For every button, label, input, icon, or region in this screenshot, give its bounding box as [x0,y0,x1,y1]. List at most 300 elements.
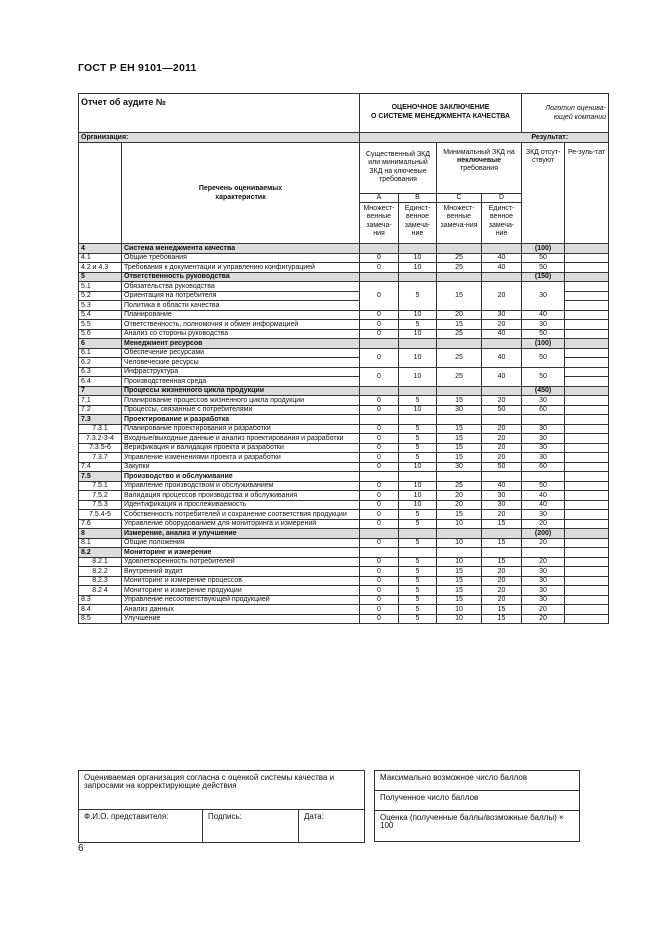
row-name: Мониторинг и измерение продукции [122,586,360,596]
result-cell [565,491,609,501]
empty-cell [360,339,399,349]
result-cell [565,377,609,387]
audit-table [78,93,609,624]
score-d: 15 [482,519,522,529]
row-name: Управление изменениями проекта и разработки [122,453,360,463]
score-c: 25 [437,481,482,491]
score-d: 20 [482,320,522,330]
row-number: 5.2 [79,291,122,301]
score-c: 25 [437,263,482,273]
row-name: Мониторинг и измерение [122,548,360,558]
score-c: 10 [437,519,482,529]
score-b: 5 [399,538,437,548]
score-c: 10 [437,605,482,615]
result-cell [565,519,609,529]
list-heading [122,142,360,244]
row-name: Идентификация и прослеживаемость [122,500,360,510]
table-row [79,576,609,586]
score-d: 15 [482,605,522,615]
result-cell [565,614,609,624]
score-c: 20 [437,500,482,510]
row-number: 8.2.2 [79,567,122,577]
section-row [79,386,609,396]
row-number: 4.1 [79,253,122,263]
score-c: 10 [437,557,482,567]
score-d: 20 [482,396,522,406]
score-d: 30 [482,500,522,510]
score-c: 15 [437,453,482,463]
result-cell [565,500,609,510]
table-row [79,614,609,624]
score-e: 30 [522,586,565,596]
score-d: 50 [482,405,522,415]
result-cell [565,253,609,263]
col-cd-post: требования [460,165,498,173]
empty-cell [437,415,482,425]
table-row [79,538,609,548]
row-name: Планирование [122,310,360,320]
score-b: 5 [399,605,437,615]
result-cell [565,443,609,453]
score-e: 30 [522,443,565,453]
row-number: 8.2 [79,548,122,558]
col-f-header: Ре-зуль-тат [565,142,609,244]
col-a-letter: A [360,193,399,203]
form-title [360,94,522,133]
empty-cell [482,548,522,558]
row-number: 8.5 [79,614,122,624]
score-b: 5 [399,557,437,567]
score-b: 10 [399,405,437,415]
empty-cell [482,244,522,254]
score-a: 0 [360,424,399,434]
row-number: 7.5.4-5 [79,510,122,520]
row-number: 8.4 [79,605,122,615]
score-b: 10 [399,462,437,472]
result-cell [565,244,609,254]
table-row [79,567,609,577]
row-name: Входные/выходные данные и анализ проектирования и разработки [122,434,360,444]
score-c: 10 [437,538,482,548]
section-max-score: (100) [522,244,565,254]
score-c: 15 [437,576,482,586]
subsection-row [79,548,609,558]
table-row [79,348,609,358]
score-e: 40 [522,310,565,320]
score-c: 15 [437,320,482,330]
empty-cell [482,415,522,425]
result-cell [565,263,609,273]
row-number: 7.1 [79,396,122,406]
score-c: 25 [437,329,482,339]
empty-cell [399,472,437,482]
empty-cell [360,272,399,282]
result-cell [565,396,609,406]
table-row [79,396,609,406]
table-row [79,481,609,491]
result-cell [565,595,609,605]
section-max-score: (150) [522,272,565,282]
score-d: 20 [482,453,522,463]
table-row [79,263,609,273]
score-e: 40 [522,491,565,501]
result-cell [565,282,609,292]
row-name: Инфраструктура [122,367,360,377]
score-b: 5 [399,510,437,520]
score-c: 10 [437,614,482,624]
empty-cell [437,472,482,482]
report-number-label: Отчет об аудите № [81,97,166,107]
score-b: 5 [399,519,437,529]
row-name: Управление оборудованием для мониторинга и измерений [122,519,360,529]
score-e: 50 [522,263,565,273]
result-cell [565,329,609,339]
score-e: 20 [522,519,565,529]
score-d: 20 [482,595,522,605]
row-number: 8 [79,529,122,539]
list-heading-line1: Перечень оцениваемых [198,184,283,192]
score-c: 15 [437,424,482,434]
result-cell [565,576,609,586]
score-e: 60 [522,405,565,415]
score-c: 15 [437,434,482,444]
subsection-row [79,415,609,425]
score-e: 30 [522,567,565,577]
score-d: 15 [482,614,522,624]
score-a: 0 [360,491,399,501]
row-name: Улучшение [122,614,360,624]
section-max-score: (100) [522,339,565,349]
row-number: 7.2 [79,405,122,415]
result-cell [565,586,609,596]
score-b: 10 [399,367,437,386]
empty-cell [399,386,437,396]
empty-cell [482,386,522,396]
score-e: 30 [522,576,565,586]
score-c: 25 [437,253,482,263]
row-number: 7.3.7 [79,453,122,463]
score-a: 0 [360,586,399,596]
row-number: 8.3 [79,595,122,605]
row-number: 5 [79,272,122,282]
score-e: 50 [522,348,565,367]
col-cd-pre: Минимальный ЗКД на [443,148,515,156]
row-number: 6.2 [79,358,122,368]
score-c: 15 [437,586,482,596]
score-b: 5 [399,443,437,453]
score-b: 10 [399,500,437,510]
score-d: 20 [482,443,522,453]
row-number: 7.5.2 [79,491,122,501]
score-c: 25 [437,348,482,367]
score-a: 0 [360,500,399,510]
score-a: 0 [360,519,399,529]
organization-label: Организация: [79,133,360,143]
score-c: 25 [437,367,482,386]
table-row [79,595,609,605]
agreement-text: Оцениваемая организация согласна с оценкой системы качества и запросами на корректирующие действия [79,771,365,810]
result-cell [565,291,609,301]
table-row [79,329,609,339]
form-title-line2: О СИСТЕМЕ МЕНЕДЖМЕНТА КАЧЕСТВА [371,113,511,120]
empty-cell [565,472,609,482]
row-number: 8.2.1 [79,557,122,567]
score-d: 20 [482,424,522,434]
score-d: 20 [482,434,522,444]
empty-cell [482,529,522,539]
empty-cell [437,272,482,282]
result-cell [565,310,609,320]
row-number: 8.1 [79,538,122,548]
row-number: 7.5.1 [79,481,122,491]
row-name: Собственность потребителей и сохранение соответствия продукции [122,510,360,520]
empty-cell [399,415,437,425]
row-name: Управление производством и обслуживанием [122,481,360,491]
section-max-score: (200) [522,529,565,539]
row-number: 7.3.5-6 [79,443,122,453]
score-d: 20 [482,567,522,577]
row-number: 7.3 [79,415,122,425]
empty-cell [360,244,399,254]
table-row [79,519,609,529]
row-name: Менеджмент ресурсов [122,339,360,349]
row-number: 5.4 [79,310,122,320]
result-cell [565,320,609,330]
score-b: 5 [399,282,437,311]
col-d-letter: D [482,193,522,203]
row-name: Проектирование и разработка [122,415,360,425]
section-row [79,272,609,282]
score-a: 0 [360,576,399,586]
score-d: 40 [482,481,522,491]
result-cell [565,453,609,463]
section-row [79,339,609,349]
result-cell [565,367,609,377]
score-a: 0 [360,348,399,367]
score-b: 10 [399,481,437,491]
report-number-cell [79,94,360,133]
empty-cell [482,272,522,282]
row-number: 8.2.3 [79,576,122,586]
empty-cell [399,272,437,282]
result-cell [565,529,609,539]
score-e: 20 [522,605,565,615]
score-a: 0 [360,510,399,520]
table-row [79,510,609,520]
empty-cell [437,548,482,558]
row-number: 7.3.1 [79,424,122,434]
score-b: 10 [399,310,437,320]
empty-cell [360,472,399,482]
score-e: 30 [522,453,565,463]
section-row [79,244,609,254]
col-cd-bold: неключевые [457,156,502,164]
empty-cell [360,548,399,558]
row-name: Валидация процессов производства и обслуживания [122,491,360,501]
empty-cell [482,472,522,482]
score-d: 30 [482,310,522,320]
result-cell [565,386,609,396]
empty-cell [482,339,522,349]
score-a: 0 [360,595,399,605]
row-number: 7 [79,386,122,396]
score-a: 0 [360,434,399,444]
score-a: 0 [360,405,399,415]
col-c-sub: Множест-венные замеча-ния [437,203,482,244]
row-name: Обязательства руководства [122,282,360,292]
score-b: 5 [399,424,437,434]
agreement-box [78,770,365,843]
score-e: 20 [522,557,565,567]
table-row [79,367,609,377]
col-ab-header: Существенный ЗКД или минимальный ЗКД на ключевые требования [360,142,437,193]
obtained-score-label: Полученное число баллов [375,791,580,811]
result-cell [565,405,609,415]
score-a: 0 [360,396,399,406]
empty-cell [522,415,565,425]
score-a: 0 [360,329,399,339]
row-number: 5.6 [79,329,122,339]
score-c: 15 [437,510,482,520]
score-d: 40 [482,367,522,386]
row-name: Закупки [122,462,360,472]
empty-cell [437,244,482,254]
score-a: 0 [360,614,399,624]
empty-cell [437,529,482,539]
score-a: 0 [360,567,399,577]
row-name: Управление несоответствующей продукцией [122,595,360,605]
row-number: 7.3.2-3-4 [79,434,122,444]
score-c: 15 [437,282,482,311]
logo-line1: Логотип оценива- [545,104,607,112]
score-e: 30 [522,434,565,444]
table-row [79,282,609,292]
table-row [79,557,609,567]
list-heading-line2: характеристик [215,193,266,201]
max-score-label: Максимально возможное число баллов [375,771,580,791]
result-cell [565,605,609,615]
logo-line2: ющей компании [553,114,607,121]
result-cell [565,462,609,472]
result-cell [565,348,609,358]
empty-cell [399,529,437,539]
score-a: 0 [360,310,399,320]
score-c: 30 [437,405,482,415]
empty-cell [522,472,565,482]
score-c: 30 [437,462,482,472]
score-e: 20 [522,614,565,624]
score-d: 20 [482,510,522,520]
row-number: 7.4 [79,462,122,472]
col-d-sub: Единст-венное замеча-ние [482,203,522,244]
result-cell [565,339,609,349]
score-b: 10 [399,491,437,501]
row-name: Производственная среда [122,377,360,387]
page-number: 6 [78,843,84,854]
table-row [79,605,609,615]
row-number: 6.3 [79,367,122,377]
score-b: 10 [399,253,437,263]
score-a: 0 [360,557,399,567]
score-c: 15 [437,595,482,605]
empty-cell [522,548,565,558]
empty-cell [399,339,437,349]
date-field[interactable]: Дата: [299,810,365,843]
row-name: Мониторинг и измерение процессов [122,576,360,586]
row-name: Процессы жизненного цикла продукции [122,386,360,396]
table-row [79,491,609,501]
table-row [79,500,609,510]
subsection-row [79,472,609,482]
score-c: 15 [437,443,482,453]
representative-name-field[interactable]: Ф.И.О. представителя: [79,810,203,843]
row-name: Ответственность руководства [122,272,360,282]
score-b: 10 [399,348,437,367]
empty-cell [437,386,482,396]
score-a: 0 [360,481,399,491]
signature-field[interactable]: Подпись: [203,810,299,843]
result-label: Результат: [360,133,609,143]
row-name: Требования к документации и управлению конфигурацией [122,263,360,273]
score-e: 30 [522,396,565,406]
row-number: 6.1 [79,348,122,358]
row-name: Планирование проектирования и разработки [122,424,360,434]
table-row [79,586,609,596]
score-a: 0 [360,253,399,263]
table-row [79,424,609,434]
score-c: 15 [437,567,482,577]
score-a: 0 [360,462,399,472]
score-a: 0 [360,605,399,615]
score-d: 40 [482,329,522,339]
result-cell [565,481,609,491]
score-b: 5 [399,576,437,586]
row-number: 8.2 4 [79,586,122,596]
score-d: 50 [482,462,522,472]
score-d: 15 [482,538,522,548]
row-number: 5.1 [79,282,122,292]
score-a: 0 [360,367,399,386]
table-row [79,443,609,453]
score-a: 0 [360,453,399,463]
score-a: 0 [360,538,399,548]
row-number: 5.3 [79,301,122,311]
row-number: 6 [79,339,122,349]
result-cell [565,424,609,434]
col-cd-header [437,142,522,193]
score-e: 50 [522,367,565,386]
logo-placeholder [522,94,609,133]
score-e: 50 [522,481,565,491]
score-d: 30 [482,491,522,501]
empty-cell [360,529,399,539]
result-cell [565,358,609,368]
col-a-sub: Множест-венные замеча-ния [360,203,399,244]
score-e: 30 [522,282,565,311]
table-row [79,310,609,320]
score-b: 5 [399,595,437,605]
empty-cell [360,415,399,425]
empty-cell [565,548,609,558]
result-cell [565,538,609,548]
result-cell [565,272,609,282]
row-name: Измерение, анализ и улучшение [122,529,360,539]
section-max-score: (450) [522,386,565,396]
form-title-line1: ОЦЕНОЧНОЕ ЗАКЛЮЧЕНИЕ [391,104,490,112]
row-name: Обеспечение ресурсами [122,348,360,358]
table-row [79,434,609,444]
score-e: 40 [522,500,565,510]
